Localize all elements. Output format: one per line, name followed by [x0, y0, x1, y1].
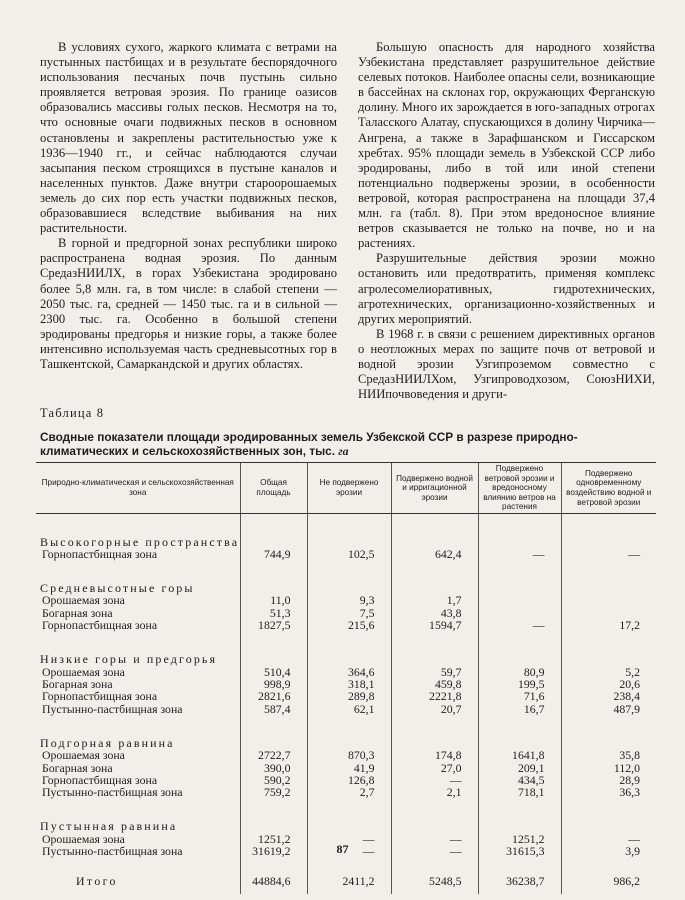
spacer-cell — [307, 858, 391, 870]
spacer-cell — [307, 632, 391, 644]
table-cell-value: 126,8 — [307, 774, 391, 786]
paragraph: Разрушительные действия эрозии можно остановить или предотвратить, применяя комплекс агролесомелиоративных, гидротехнических, агротехнических, организационно-хозяйственных и других мероприятий. — [358, 251, 655, 326]
row-label: Орошаемая зона — [42, 593, 125, 608]
table-cell-value: — — [561, 833, 656, 845]
table-cell-value: — — [307, 833, 391, 845]
body-text — [40, 40, 655, 402]
spacer-cell — [561, 799, 656, 811]
empty-cell — [478, 811, 561, 833]
spacer-cell — [36, 514, 240, 527]
zone-name: Низкие горы и предгорья — [40, 652, 218, 667]
spacer-cell — [240, 715, 307, 727]
table-cell-value: 80,9 — [478, 666, 561, 678]
spacer-cell — [240, 799, 307, 811]
row-label: Горнопастбищная зона — [42, 773, 158, 788]
spacer-cell — [307, 514, 391, 527]
empty-cell — [240, 811, 307, 833]
table-cell-value: 998,9 — [240, 678, 307, 690]
table-cell-value: 759,2 — [240, 786, 307, 798]
table-row — [36, 690, 656, 702]
header-not-eroded: Не подвержено эрозии — [307, 463, 391, 514]
zone-header-row — [36, 526, 656, 548]
row-label: Горнопастбищная зона — [42, 547, 158, 561]
table-spacer — [36, 799, 656, 811]
total-value: 36238,7 — [478, 870, 561, 894]
table-spacer — [36, 632, 656, 644]
spacer-cell — [36, 799, 240, 811]
table-cell-value: 587,4 — [240, 703, 307, 715]
table-cell-value: 209,1 — [478, 762, 561, 774]
empty-cell — [240, 526, 307, 548]
empty-cell — [561, 727, 656, 749]
row-label: Орошаемая зона — [42, 831, 125, 846]
total-value: 986,2 — [561, 870, 656, 894]
spacer-cell — [561, 514, 656, 527]
table-cell-value: 7,5 — [307, 607, 391, 619]
spacer-cell — [391, 715, 478, 727]
table-cell-value: 2221,8 — [391, 690, 478, 702]
empty-cell — [561, 572, 656, 594]
table-cell-value: 1827,5 — [240, 619, 307, 631]
table-cell-value: 31619,2 — [240, 845, 307, 857]
spacer-cell — [478, 514, 561, 527]
spacer-cell — [36, 560, 240, 572]
table-cell-value: — — [391, 845, 478, 857]
header-combined-erosion: Подвержено одновременному воздействию водной и ветровой эрозии — [561, 463, 656, 514]
table-cell-value: 9,3 — [307, 594, 391, 606]
table-cell-value: 102,5 — [307, 548, 391, 560]
table-row — [36, 703, 656, 715]
table-cell-value: 364,6 — [307, 666, 391, 678]
table-cell-value: — — [391, 833, 478, 845]
spacer-cell — [561, 858, 656, 870]
empty-cell — [391, 644, 478, 666]
table-cell-value: 71,6 — [478, 690, 561, 702]
table-cell-value: 41,9 — [307, 762, 391, 774]
total-label: Итого — [76, 874, 118, 889]
left-column — [40, 40, 337, 402]
table-cell-value: 2,7 — [307, 786, 391, 798]
table-cell-value: 390,0 — [240, 762, 307, 774]
table-cell-value: 590,2 — [240, 774, 307, 786]
table-cell-value: 459,8 — [391, 678, 478, 690]
table-cell-value: 215,6 — [307, 619, 391, 631]
spacer-cell — [478, 632, 561, 644]
table-title-text: Сводные показатели площади эродированных земель Узбекской ССР в разрезе природно-климатических и сельскохозяйственных зон, тыс. — [40, 430, 578, 458]
row-label: Богарная зона — [42, 605, 113, 620]
spacer-cell — [307, 799, 391, 811]
spacer-cell — [240, 632, 307, 644]
empty-cell — [391, 727, 478, 749]
table-row — [36, 548, 656, 560]
table-cell-value: 35,8 — [561, 749, 656, 761]
spacer-cell — [307, 715, 391, 727]
empty-cell — [478, 526, 561, 548]
table-cell-value: 1594,7 — [391, 619, 478, 631]
paragraph: Большую опасность для народного хозяйства Узбекистана представляет разрушительное действие селевых потоков. Наиболее опасны сели, возникающие в бассейнах на склонах гор, окружающих Ферганскую долину. Много их зарождается в юго-западных отрогах Таласского Алатау, спускающихся в долину Чирчика—Ангрена, а также в Зарафшанском и Гиссарском хребтах. 95% площади земель в Узбекской ССР либо эродированы, либо в той или иной степени потенциально подвержены эрозии, в особенности ветровой, которая распространена на площади 37,4 млн. га (табл. 8). При этом вредоносное влияние ветров сказывается не только на почве, но и на растениях. — [358, 40, 655, 251]
empty-cell — [391, 811, 478, 833]
spacer-cell — [240, 560, 307, 572]
table-cell-value: 20,6 — [561, 678, 656, 690]
table-row — [36, 666, 656, 678]
spacer-cell — [478, 799, 561, 811]
zone-header-row — [36, 572, 656, 594]
empty-cell — [391, 572, 478, 594]
table-spacer — [36, 858, 656, 870]
row-label: Орошаемая зона — [42, 748, 125, 763]
empty-cell — [307, 644, 391, 666]
spacer-cell — [391, 632, 478, 644]
table-cell-value — [478, 607, 561, 619]
table-cell-value: 2,1 — [391, 786, 478, 798]
table-cell-value — [561, 594, 656, 606]
table-cell-value: 3,9 — [561, 845, 656, 857]
empty-cell — [240, 727, 307, 749]
table-cell-value: 1,7 — [391, 594, 478, 606]
table-cell-value: 2821,6 — [240, 690, 307, 702]
empty-cell — [307, 811, 391, 833]
paragraph: В горной и предгорной зонах республики широко распространена водная эрозия. По данным СредазНИИЛХ, в горах Узбекистана эродировано более 5,8 млн. га, в том числе: в слабой степени — 2050 тыс. га, средней — 1450 тыс. га и в сильной — 2300 тыс. га. Особенно в большой степени эродированы предгорья и низкие горы, а также более интенсивно используемая часть средневысотных гор в Ташкентской, Самаркандской и других областях. — [40, 236, 337, 371]
table-title — [40, 430, 600, 458]
table-cell-value: 17,2 — [561, 619, 656, 631]
table-cell-value: 62,1 — [307, 703, 391, 715]
row-label: Пустынно-пастбищная зона — [42, 785, 183, 800]
table-row — [36, 594, 656, 606]
table-body — [36, 514, 656, 894]
table-cell-value: 2722,7 — [240, 749, 307, 761]
table-header-row — [36, 463, 656, 514]
table-cell-value: — — [478, 619, 561, 631]
row-label: Пустынно-пастбищная зона — [42, 844, 183, 859]
table-cell-value: 318,1 — [307, 678, 391, 690]
table-cell-value: 289,8 — [307, 690, 391, 702]
table-cell-value: 20,7 — [391, 703, 478, 715]
table-cell-value: 487,9 — [561, 703, 656, 715]
empty-cell — [391, 526, 478, 548]
header-water-erosion: Подвержено водной и ирригационной эрозии — [391, 463, 478, 514]
zone-name: Пустынная равнина — [40, 819, 178, 834]
table-cell-value: 27,0 — [391, 762, 478, 774]
table-row — [36, 786, 656, 798]
total-value: 44884,6 — [240, 870, 307, 894]
spacer-cell — [307, 560, 391, 572]
empty-cell — [478, 644, 561, 666]
spacer-cell — [561, 560, 656, 572]
spacer-cell — [478, 715, 561, 727]
table-title-unit: га — [338, 444, 349, 458]
table-cell-value: 1251,2 — [240, 833, 307, 845]
spacer-cell — [391, 514, 478, 527]
spacer-cell — [478, 858, 561, 870]
table-cell-value: 28,9 — [561, 774, 656, 786]
row-label: Богарная зона — [42, 677, 113, 692]
header-zone: Природно-климатическая и сельскохозяйственная зона — [36, 463, 240, 514]
table-cell-value: 5,2 — [561, 666, 656, 678]
zone-name: Высокогорные пространства — [40, 534, 240, 549]
zone-name: Подгорная равнина — [40, 735, 175, 750]
empty-cell — [307, 526, 391, 548]
table-cell-value: — — [561, 548, 656, 560]
table-cell-value: 1641,8 — [478, 749, 561, 761]
header-wind-erosion: Подвержено ветровой эрозии и вредоносному влиянию ветров на растения — [478, 463, 561, 514]
empty-cell — [561, 644, 656, 666]
empty-cell — [307, 572, 391, 594]
empty-cell — [478, 727, 561, 749]
table-cell-value: 36,3 — [561, 786, 656, 798]
empty-cell — [307, 727, 391, 749]
row-label: Орошаемая зона — [42, 664, 125, 679]
empty-cell — [240, 572, 307, 594]
table-cell-value: — — [391, 774, 478, 786]
empty-cell — [240, 644, 307, 666]
table-cell-value: 744,9 — [240, 548, 307, 560]
table-cell-value: 174,8 — [391, 749, 478, 761]
empty-cell — [478, 572, 561, 594]
total-row — [36, 870, 656, 894]
table-caption: Таблица 8 — [40, 406, 105, 420]
spacer-cell — [36, 715, 240, 727]
spacer-cell — [36, 632, 240, 644]
table-cell-value: 112,0 — [561, 762, 656, 774]
spacer-cell — [561, 632, 656, 644]
table-cell-value: 718,1 — [478, 786, 561, 798]
row-label: Горнопастбищная зона — [42, 689, 158, 704]
total-value: 2411,2 — [307, 870, 391, 894]
spacer-cell — [391, 799, 478, 811]
table-cell-value: 238,4 — [561, 690, 656, 702]
table-cell-value: 199,5 — [478, 678, 561, 690]
table-row — [36, 619, 656, 631]
zone-header-row — [36, 727, 656, 749]
table-cell-value: 434,5 — [478, 774, 561, 786]
page-number: 87 — [336, 842, 349, 856]
table-spacer — [36, 715, 656, 727]
zone-name: Средневысотные горы — [40, 581, 195, 595]
table-spacer — [36, 514, 656, 527]
row-label: Пустынно-пастбищная зона — [42, 701, 183, 716]
row-label: Горнопастбищная зона — [42, 618, 158, 633]
spacer-cell — [240, 858, 307, 870]
paragraph: В 1968 г. в связи с решением директивных органов о неотложных мерах по защите почв от ветровой и водной эрозии Узгипроземом совместно с СредазНИИЛХом, Узгипроводхозом, СоюзНИХИ, НИИпочвоведения и други- — [358, 326, 655, 402]
table-cell-value: 510,4 — [240, 666, 307, 678]
erosion-table — [36, 462, 656, 894]
spacer-cell — [561, 715, 656, 727]
zone-header-row — [36, 644, 656, 666]
spacer-cell — [391, 560, 478, 572]
zone-header-row — [36, 811, 656, 833]
table-cell-value: 16,7 — [478, 703, 561, 715]
table-row — [36, 749, 656, 761]
table-cell-value: 870,3 — [307, 749, 391, 761]
table-cell-value: 59,7 — [391, 666, 478, 678]
table-spacer — [36, 560, 656, 572]
total-value: 5248,5 — [391, 870, 478, 894]
table-cell-value — [478, 594, 561, 606]
empty-cell — [561, 811, 656, 833]
table-cell-value: — — [478, 548, 561, 560]
table-cell-value: 11,0 — [240, 594, 307, 606]
spacer-cell — [391, 858, 478, 870]
table-cell-value: 31615,3 — [478, 845, 561, 857]
paragraph: В условиях сухого, жаркого климата с ветрами на пустынных пастбищах и в результате беспорядочного использования песчаных почв пустынь сильно проявляется ветровая эрозия. По границе оазисов образовались массивы голых песков. Несмотря на то, что основные очаги подвижных песков в основном остановлены и закреплены растительностью уже к 1936—1940 гг., и сейчас наблюдаются случаи засыпания песком строящихся в пустыне каналов и населенных пунктов. Даже внутри староорошаемых земель до сих пор есть участки подвижных песков, образовавшиеся вследствие выбивания на них растительности. — [40, 40, 337, 236]
spacer-cell — [36, 858, 240, 870]
table-cell-value: 642,4 — [391, 548, 478, 560]
row-label: Богарная зона — [42, 760, 113, 775]
table-cell-value: 1251,2 — [478, 833, 561, 845]
table-cell-value — [561, 607, 656, 619]
table-cell-value: 51,3 — [240, 607, 307, 619]
header-total-area: Общая площадь — [240, 463, 307, 514]
empty-cell — [561, 526, 656, 548]
spacer-cell — [240, 514, 307, 527]
table-cell-value: — — [307, 845, 391, 857]
right-column — [358, 40, 655, 402]
spacer-cell — [478, 560, 561, 572]
table-cell-value: 43,8 — [391, 607, 478, 619]
